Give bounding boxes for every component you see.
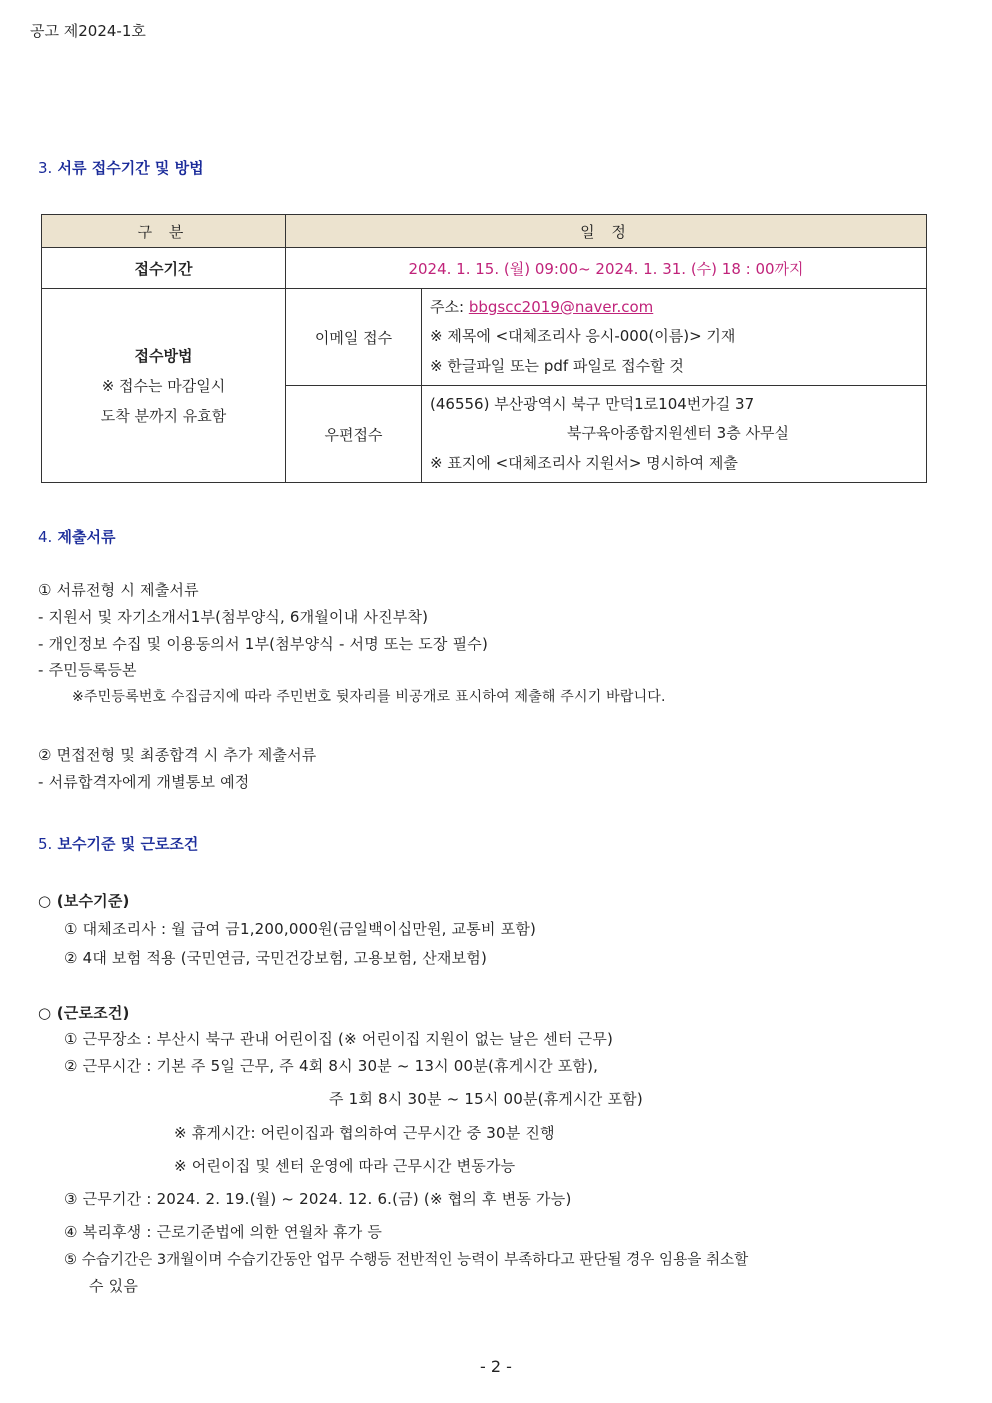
work-item-continued: 수 있음 bbox=[89, 1277, 139, 1295]
email-row bbox=[42, 289, 927, 386]
email-subject-note: ※ 제목에 <대체조리사 응시-000(이름)> 기재 bbox=[430, 327, 736, 346]
section-3-heading bbox=[38, 157, 204, 178]
work-heading: ○ (근로조건) bbox=[38, 1004, 130, 1022]
method-label: 접수방법 bbox=[134, 346, 193, 365]
work-note: ※ 어린이집 및 센터 운영에 따라 근무시간 변동가능 bbox=[174, 1157, 516, 1175]
document-list-note: ※주민등록번호 수집금지에 따라 주민번호 뒷자리를 비공개로 표시하여 제출해 주시기 바랍니다. bbox=[72, 689, 666, 705]
email-address-link[interactable]: bbgscc2019@naver.com bbox=[468, 297, 654, 316]
method-note-1: ※ 접수는 마감일시 bbox=[101, 376, 226, 395]
section-3-title: 서류 접수기간 및 방법 bbox=[57, 159, 204, 177]
notice-number: 공고 제2024-1호 bbox=[30, 22, 146, 40]
section-4-title: 제출서류 bbox=[57, 528, 116, 546]
document-list-item: - 지원서 및 자기소개서1부(첨부양식, 6개월이내 사진부착) bbox=[38, 608, 429, 626]
method-cell bbox=[42, 289, 286, 483]
work-item: ④ 복리후생 : 근로기준법에 의한 연월차 휴가 등 bbox=[64, 1223, 383, 1241]
post-address: (46556) 부산광역시 북구 만덕1로104번가길 37 bbox=[430, 394, 755, 413]
work-note: ※ 휴게시간: 어린이집과 협의하여 근무시간 중 30분 진행 bbox=[174, 1124, 555, 1142]
section-4-heading bbox=[38, 526, 116, 547]
work-item: ① 근무장소 : 부산시 북구 관내 어린이집 (※ 어린이집 지원이 없는 날은 센터 근무) bbox=[64, 1030, 614, 1048]
section-5-number: 5. bbox=[38, 835, 53, 853]
period-row bbox=[42, 248, 927, 289]
pay-item: ② 4대 보험 적용 (국민연금, 국민건강보험, 고용보험, 산재보험) bbox=[64, 949, 488, 967]
post-office: 북구육아종합지원센터 3층 사무실 bbox=[567, 424, 789, 443]
document-list-item: - 개인정보 수집 및 이용동의서 1부(첨부양식 - 서명 또는 도장 필수) bbox=[38, 635, 489, 653]
work-item: ③ 근무기간 : 2024. 2. 19.(월) ~ 2024. 12. 6.(금) (※ 협의 후 변동 가능) bbox=[64, 1190, 572, 1208]
post-details bbox=[422, 386, 927, 483]
email-format-note: ※ 한글파일 또는 pdf 파일로 접수할 것 bbox=[430, 356, 684, 375]
table-header-row bbox=[42, 215, 927, 248]
section-4-number: 4. bbox=[38, 528, 53, 546]
method-note-2: 도착 분까지 유효함 bbox=[100, 406, 227, 425]
email-details bbox=[422, 289, 927, 386]
email-label: 이메일 접수 bbox=[286, 289, 422, 386]
document-list-item: - 서류합격자에게 개별통보 예정 bbox=[38, 773, 250, 791]
section-3-number: 3. bbox=[38, 159, 53, 177]
work-item: ② 근무시간 : 기본 주 5일 근무, 주 4회 8시 30분 ~ 13시 00분(휴게시간 포함), bbox=[64, 1057, 599, 1075]
column-header-category: 구 분 bbox=[42, 215, 286, 248]
work-item: ⑤ 수습기간은 3개월이며 수습기간동안 업무 수행등 전반적인 능력이 부족하다고 판단될 경우 임용을 취소할 bbox=[64, 1251, 749, 1268]
pay-item: ① 대체조리사 : 월 급여 금1,200,000원(금일백이십만원, 교통비 포함) bbox=[64, 920, 537, 938]
section-5-title: 보수기준 및 근로조건 bbox=[57, 835, 199, 853]
document-list-item: ① 서류전형 시 제출서류 bbox=[38, 581, 199, 599]
document-list-item: ② 면접전형 및 최종합격 시 추가 제출서류 bbox=[38, 746, 317, 764]
submission-schedule-table bbox=[41, 214, 927, 483]
post-cover-note: ※ 표지에 <대체조리사 지원서> 명시하여 제출 bbox=[430, 453, 738, 472]
page-number: - 2 - bbox=[480, 1357, 512, 1376]
pay-heading: ○ (보수기준) bbox=[38, 892, 130, 910]
document-list-item: - 주민등록등본 bbox=[38, 661, 137, 679]
column-header-schedule: 일 정 bbox=[286, 215, 927, 248]
work-item-continued: 주 1회 8시 30분 ~ 15시 00분(휴게시간 포함) bbox=[329, 1090, 643, 1108]
email-address-line bbox=[430, 293, 926, 323]
post-label: 우편접수 bbox=[286, 386, 422, 483]
period-label: 접수기간 bbox=[42, 248, 286, 289]
period-value: 2024. 1. 15. (월) 09:00~ 2024. 1. 31. (수) 18 : 00까지 bbox=[286, 248, 927, 289]
email-address-prefix: 주소: bbox=[430, 297, 469, 316]
section-5-heading bbox=[38, 833, 198, 854]
